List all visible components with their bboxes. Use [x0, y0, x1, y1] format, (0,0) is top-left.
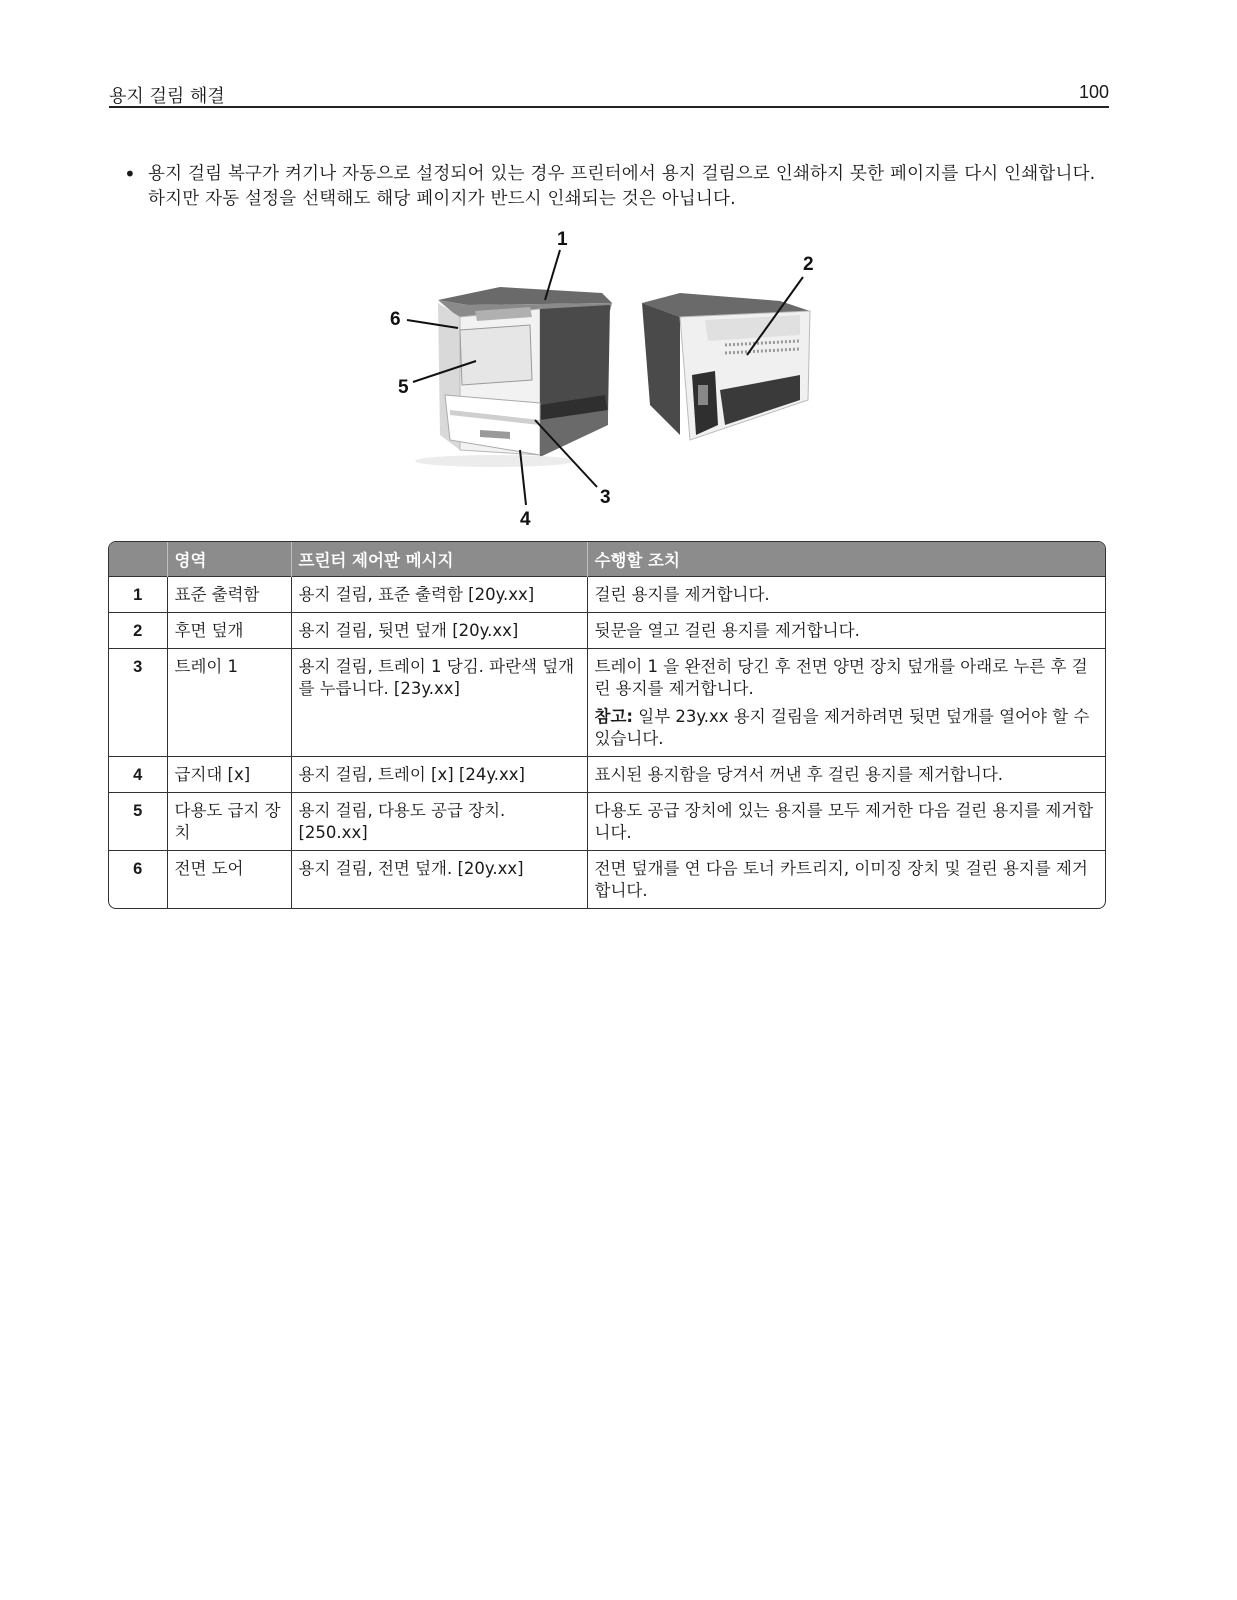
header-message: 프린터 제어판 메시지	[291, 542, 587, 577]
bullet-text: 용지 걸림 복구가 켜기나 자동으로 설정되어 있는 경우 프린터에서 용지 걸림으로 인쇄하지 못한 페이지를 다시 인쇄합니다. 하지만 자동 설정을 선택해도 해당 페이지가 반드시 인쇄되는 것은 아닙니다.	[148, 164, 1096, 209]
row-note	[595, 706, 1099, 750]
callout-3: 3	[600, 487, 611, 508]
row-action: 전면 덮개를 연 다음 토너 카트리지, 이미징 장치 및 걸린 용지를 제거합니다.	[587, 851, 1105, 909]
bullet-paragraph	[124, 162, 1114, 212]
row-message: 용지 걸림, 뒷면 덮개 [20y.xx]	[291, 613, 587, 649]
callout-6: 6	[390, 309, 401, 330]
callout-4: 4	[520, 509, 531, 530]
row-action-text: 트레이 1 을 완전히 당긴 후 전면 양면 장치 덮개를 아래로 누른 후 걸린 용지를 제거합니다.	[594, 657, 1088, 698]
row-area: 전면 도어	[167, 851, 291, 909]
row-area: 급지대 [x]	[167, 757, 291, 793]
table-header-row	[109, 542, 1105, 577]
printer-illustration	[380, 225, 850, 535]
callout-5: 5	[398, 377, 409, 398]
table-row	[109, 577, 1105, 613]
row-action: 걸린 용지를 제거합니다.	[587, 577, 1105, 613]
row-number: 3	[109, 649, 167, 757]
table-row	[109, 649, 1105, 757]
table-row	[109, 851, 1105, 909]
note-text: 일부 23y.xx 용지 걸림을 제거하려면 뒷면 덮개를 열어야 할 수 있습니다.	[594, 707, 1090, 748]
callout-2: 2	[803, 254, 814, 275]
section-title: 용지 걸림 해결	[109, 86, 225, 107]
header-num	[109, 542, 167, 577]
table-row	[109, 793, 1105, 851]
row-message: 용지 걸림, 트레이 [x] [24y.xx]	[291, 757, 587, 793]
table-row	[109, 613, 1105, 649]
callout-1: 1	[557, 229, 568, 250]
header-action: 수행할 조치	[587, 542, 1105, 577]
rear-printer-illustration	[642, 293, 810, 440]
row-number: 2	[109, 613, 167, 649]
note-label: 참고:	[594, 707, 633, 726]
printer-figure	[380, 225, 850, 535]
row-action: 표시된 용지함을 당겨서 꺼낸 후 걸린 용지를 제거합니다.	[587, 757, 1105, 793]
row-action: 다용도 공급 장치에 있는 용지를 모두 제거한 다음 걸린 용지를 제거합니다.	[587, 793, 1105, 851]
page-header	[109, 80, 1109, 108]
paper-jam-table	[108, 541, 1106, 909]
row-number: 5	[109, 793, 167, 851]
row-area: 트레이 1	[167, 649, 291, 757]
front-printer-illustration	[415, 287, 612, 467]
row-area: 후면 덮개	[167, 613, 291, 649]
row-area: 다용도 급지 장치	[167, 793, 291, 851]
row-number: 4	[109, 757, 167, 793]
row-message: 용지 걸림, 다용도 공급 장치. [250.xx]	[291, 793, 587, 851]
header-area: 영역	[167, 542, 291, 577]
row-number: 6	[109, 851, 167, 909]
table-row	[109, 757, 1105, 793]
bullet-icon: •	[124, 162, 136, 186]
row-number: 1	[109, 577, 167, 613]
row-message: 용지 걸림, 표준 출력함 [20y.xx]	[291, 577, 587, 613]
page-number: 100	[1078, 82, 1109, 102]
row-message: 용지 걸림, 전면 덮개. [20y.xx]	[291, 851, 587, 909]
row-action	[587, 649, 1105, 757]
row-message: 용지 걸림, 트레이 1 당김. 파란색 덮개를 누릅니다. [23y.xx]	[291, 649, 587, 757]
row-action: 뒷문을 열고 걸린 용지를 제거합니다.	[587, 613, 1105, 649]
row-area: 표준 출력함	[167, 577, 291, 613]
